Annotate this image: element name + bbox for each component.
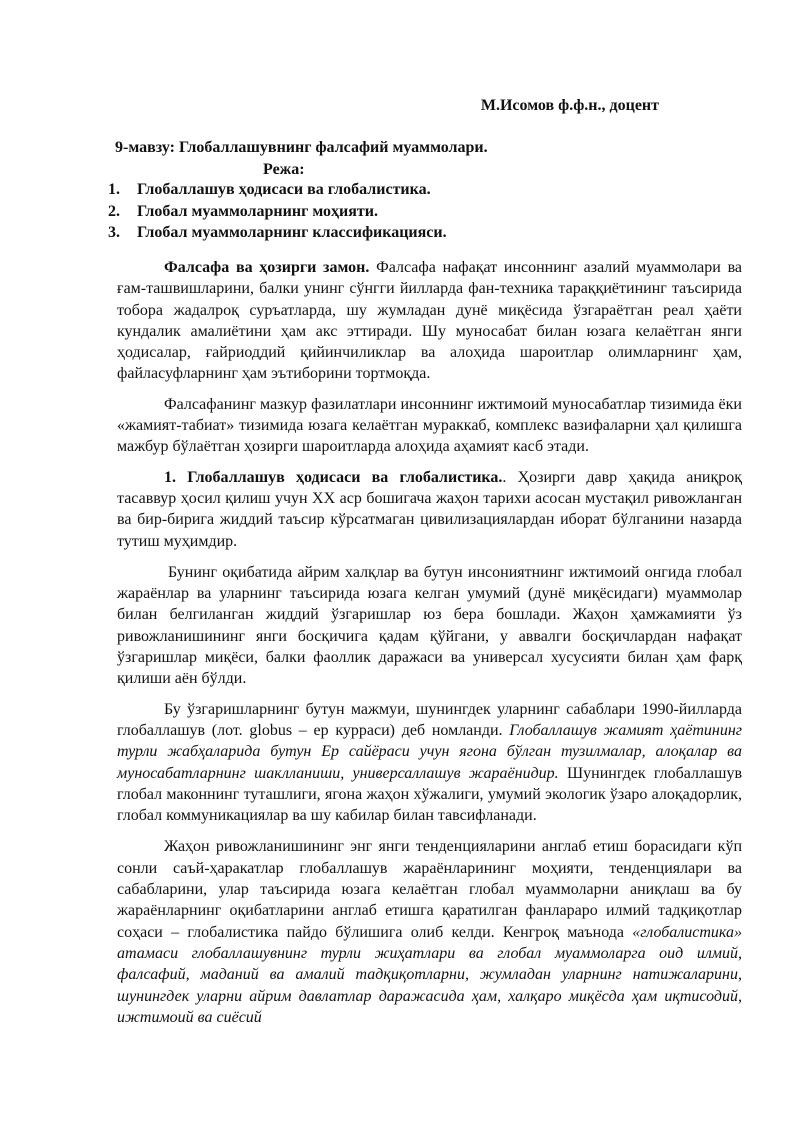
paragraph-consequences [117,562,742,690]
paragraph-text-after: Шунингдек глобаллашув глобал маконнинг туташлиги, ягона жаҳон хўжалиги, умумий экологик ўзаро алоқадорлик, глобал коммуникациялар ва шу кабилар билан тавсифланади. [117,764,742,825]
paragraph-philosophy [117,257,742,385]
plan-item [108,201,447,223]
globalistics-italic: «глобалистика» атамаси глобаллашувнинг турли жиҳатлари ва глобал муаммоларга оид илмий, фалсафий, маданий ва амалий тадқиқотларни, жумладан уларнинг натижаларини, шунингдек уларни айрим давлатлар даражасида ҳам, халқаро миқёсда ҳам иқтисодий, ижтимоий ва сиёсий [117,923,742,1026]
plan-item-text: Глобаллашув ҳодисаси ва глобалистика. [137,181,431,198]
paragraph-text: Фалсафанинг мазкур фазилатлари инсоннинг ижтимоий муносабатлар тизимида ёки «жамият-табиат» тизимида юзага келаётган мураккаб, комплекс вазифаларни ҳал қилишга мажбур бўлаётган ҳозирги шароитларда алоҳида аҳамият касб этади. [117,395,742,456]
paragraph-globalistics [117,836,742,1028]
paragraph-text: Бу ўзгаришларнинг бутун мажмуи, шунингдек уларнинг сабаблари 1990-йилларда глобаллашув (лот. globus – ер курраси) деб номланди. [117,700,742,739]
plan-item-text: Глобал муаммоларнинг классификацияси. [137,224,447,241]
plan-item-number: 2. [108,202,120,220]
plan-item-number: 1. [108,181,120,198]
plan-item [108,179,447,201]
definition-italic: Глобаллашув жамият ҳаётининг турли жабҳаларида бутун Ер сайёраси учун ягона бўлган тузилмалар, алоқалар ва муносабатларнинг шаклланиши, универсаллашув жараёнидир. [117,721,743,782]
paragraph-globalization-definition [117,699,742,827]
paragraph-globalization-section [117,467,742,552]
plan-heading: Режа: [263,161,305,178]
topic-title: 9-мавзу: Глобаллашувнинг фалсафий муаммолари. [115,139,488,156]
paragraph-text: . Ҳозирги давр ҳақида аниқроқ тасаввур ҳосил қилиш учун XX аср бошигача жаҳон тарихи асосан мустақил ривожланган ва бир-бирига жиддий таъсир кўрсатмаган цивилизациялардан иборат бўлганини назарда тутиш муҳимдир. [117,468,742,550]
paragraph-text: Фалсафа нафақат инсоннинг азалий муаммолари ва ғам-ташвишларини, балки унинг сўнгги йилларда фан-техника тараққиётининг таъсирида тобора жадалроқ суръатларда, шу жумладан дунё миқёсида ўзгараётган реал ҳаёти кундалик амалиётини ҳам акс эттиради. Шу муносабат билан юзага келаётган янги ҳодисалар, ғайриоддий қийинчиликлар ва алоҳида шароитлар олимларнинг ҳам, файласуфларнинг ҳам эътиборини тортмоқда. [117,259,743,383]
plan-item-number: 3. [108,224,120,241]
paragraph-text: Бунинг оқибатида айрим халқлар ва бутун инсониятнинг ижтимоий онгида глобал жараёнлар ва уларнинг таъсирида юзага келган умумий (дунё миқёсидаги) муаммолар билан белгиланган жиддий ўзгаришлар юз бера бошлади. Жаҳон ҳамжамияти ўз ривожланишининг янги босқичига қадам қўйгани, у аввалги босқичлардан нафақат ўзгаришлар миқёси, балки фаоллик даражаси ва универсал хусусияти билан ҳам фарқ қилиши аён бўлди. [117,563,742,688]
plan-list [108,179,447,244]
paragraph-philosophy-qualities [117,394,742,458]
body-text [117,257,742,1037]
paragraph-bold-lead: Фалсафа ва ҳозирги замон. [164,259,370,276]
paragraph-text: Жаҳон ривожланишининг энг янги тенденцияларини англаб етиш борасидаги кўп сонли саъй-ҳаракатлар глобаллашув жараёнларининг моҳияти, тенденциялари ва сабабларини, улар таъсирида юзага келаётган глобал муаммоларни аниқлаш ва бу жараёнларнинг оқибатларини англаб етишга қаратилган фанлараро илмий тадқиқотлар соҳаси – глобалистика пайдо бўлишига олиб келди. Кенгроқ маънода [117,838,742,941]
section-heading: 1. Глобаллашув ҳодисаси ва глобалистика. [164,468,503,486]
author-line: М.Исомов ф.ф.н., доцент [480,97,659,114]
plan-item [108,222,447,244]
plan-item-text: Глобал муаммоларнинг моҳияти. [137,202,378,220]
